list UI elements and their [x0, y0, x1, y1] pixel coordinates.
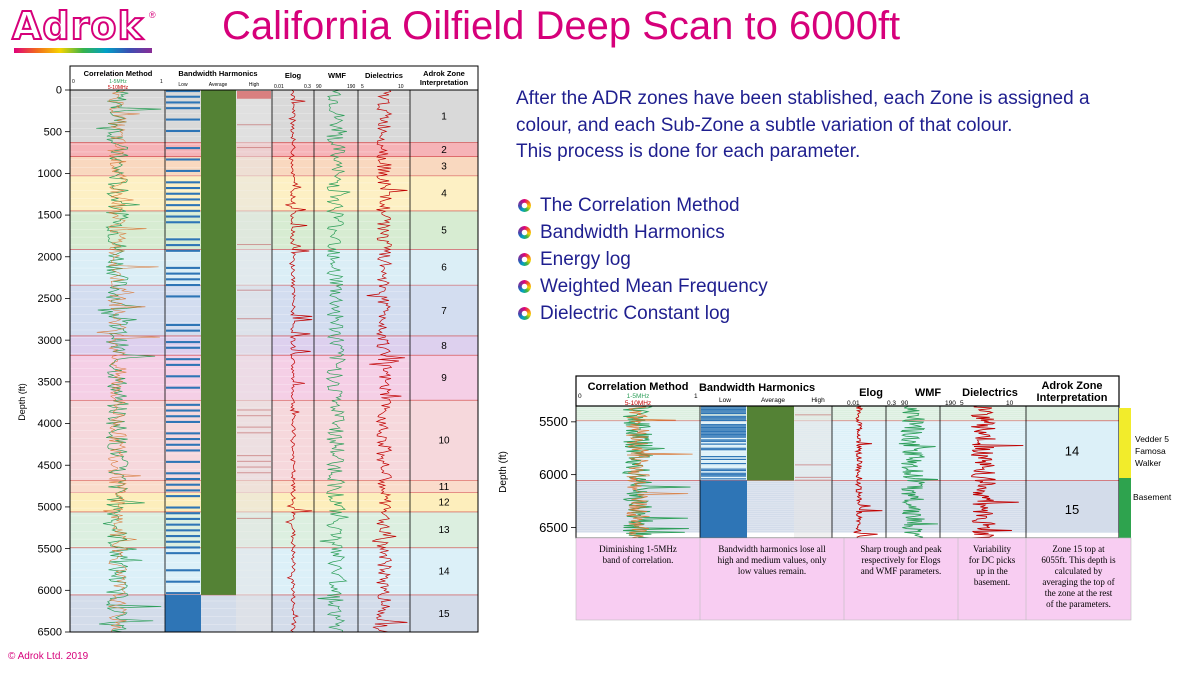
column-headers	[70, 66, 478, 91]
bandwidth-low-block	[700, 480, 747, 538]
rainbow-circle-icon	[518, 199, 531, 212]
bandwidth-low-stripe	[166, 518, 200, 520]
detail-correlation-scale-a: 1-5MHz	[626, 393, 650, 400]
zone-label: 13	[438, 525, 450, 537]
bandwidth-low-stripe	[166, 347, 200, 349]
correlation-title: Correlation Method	[83, 69, 153, 78]
bandwidth-high-stripe	[795, 477, 831, 478]
zone-band	[70, 211, 478, 249]
depth-axis-label: Depth (ft)	[17, 383, 27, 421]
bandwidth-low-stripe	[701, 439, 746, 440]
bandwidth-high-stripe	[237, 124, 271, 125]
detail-bandwidth-low: Low	[719, 397, 731, 404]
depth-tick-label: 4000	[37, 418, 62, 431]
detail-dielectrics-min: 5	[960, 400, 964, 407]
intro-line: This process is done for each parameter.	[516, 141, 861, 162]
rainbow-circle-icon	[518, 307, 531, 320]
detail-zone-title-2: Interpretation	[1036, 392, 1108, 404]
bandwidth-low-stripe	[701, 427, 746, 428]
detail-zone-bands	[576, 406, 1119, 536]
parameter-label: Dielectric Constant log	[540, 302, 731, 324]
bandwidth-low-stripe	[166, 449, 200, 451]
bandwidth-low-stripe	[166, 210, 200, 212]
elog-min: 0.01	[274, 84, 284, 90]
rainbow-circle-icon	[518, 226, 531, 239]
dielectrics-title: Dielectrics	[365, 71, 403, 80]
parameter-label: Bandwidth Harmonics	[540, 221, 725, 243]
bandwidth-high-stripe	[237, 467, 271, 468]
bandwidth-low-stripe	[166, 535, 200, 537]
zone-label: 2	[441, 144, 447, 156]
basement-bar	[1119, 478, 1131, 538]
caption-line: up in the	[976, 566, 1008, 576]
bandwidth-low-stripe	[166, 324, 200, 326]
bandwidth-low-stripe	[166, 198, 200, 200]
bandwidth-low-stripe	[166, 546, 200, 548]
detail-captions	[576, 538, 1131, 620]
bandwidth-low-stripe	[701, 410, 746, 411]
wmf-min: 90	[316, 84, 322, 90]
intro-line: After the ADR zones have been stablished, each Zone is assigned a	[516, 88, 1090, 109]
bandwidth-low-stripe	[166, 267, 200, 269]
detail-zone-label: 15	[1064, 502, 1080, 518]
bandwidth-high-stripe	[237, 455, 271, 456]
parameter-item	[516, 246, 768, 273]
bandwidth-low-stripe	[701, 478, 746, 479]
bandwidth-high-stripe	[237, 415, 271, 416]
zone-label: 12	[438, 497, 450, 509]
side-label-walker: Walker	[1135, 458, 1162, 468]
zone-band	[70, 493, 478, 512]
bandwidth-low-stripe	[701, 463, 746, 464]
bandwidth-low-stripe	[701, 470, 746, 471]
depth-tick-label: 5500	[539, 414, 568, 430]
dielectrics-max: 10	[398, 84, 404, 90]
bandwidth-low-stripe	[701, 419, 746, 420]
parameter-list	[516, 192, 768, 327]
bandwidth-high-bg	[794, 406, 832, 538]
depth-tick-label: 5000	[37, 501, 62, 514]
bandwidth-low-stripe	[166, 96, 200, 98]
zone-band	[576, 421, 1119, 481]
detail-side-labels	[1119, 408, 1172, 538]
bandwidth-low-stripe	[701, 416, 746, 417]
bandwidth-low-stripe	[701, 437, 746, 438]
adrok-logo	[12, 6, 154, 54]
bandwidth-low-stripe	[701, 456, 746, 457]
correlation-max: 1	[160, 79, 163, 85]
caption-line: and WMF parameters.	[860, 566, 942, 576]
bandwidth-low-block	[165, 595, 201, 632]
detail-column-headers	[576, 376, 1119, 407]
bandwidth-low-stripe	[166, 375, 200, 377]
caption-line: basement.	[973, 577, 1011, 587]
bandwidth-low-stripe	[166, 187, 200, 189]
bandwidth-low-stripe	[701, 473, 746, 474]
bandwidth-low-stripe	[701, 444, 746, 445]
zone-title-1: Adrok Zone	[423, 69, 465, 78]
bandwidth-low-stripe	[166, 278, 200, 280]
bandwidth-low-stripe	[166, 581, 200, 583]
side-label-famosa: Famosa	[1135, 446, 1166, 456]
zone-band	[70, 512, 478, 548]
bandwidth-low-stripe	[166, 238, 200, 240]
zone-band	[70, 548, 478, 595]
detail-elog-max: 0.3	[887, 400, 897, 407]
bandwidth-low-stripe	[701, 449, 746, 450]
parameter-item	[516, 192, 768, 219]
caption-line: high and medium values, only	[717, 555, 827, 565]
bandwidth-low-stripe	[166, 387, 200, 389]
zone-label: 5	[441, 225, 447, 237]
bandwidth-low: Low	[178, 82, 188, 88]
bandwidth-low-stripe	[701, 417, 746, 418]
bandwidth-low-stripe	[701, 409, 746, 410]
zone-label: 9	[441, 373, 447, 385]
bandwidth-high-stripe	[237, 290, 271, 291]
bandwidth-low-stripe	[701, 475, 746, 476]
bandwidth-low-stripe	[166, 569, 200, 571]
bandwidth-low-stripe	[166, 541, 200, 543]
detail-bandwidth-title: Bandwidth Harmonics	[698, 382, 816, 394]
bandwidth-low-stripe	[166, 444, 200, 446]
parameter-item	[516, 273, 768, 300]
bandwidth-low-stripe	[166, 244, 200, 246]
bandwidth-low-stripe	[701, 407, 746, 408]
bandwidth-high-stripe	[237, 409, 271, 410]
bandwidth-low-stripe	[166, 592, 200, 594]
bandwidth-average: Average	[208, 82, 228, 88]
bandwidth-low-stripe	[166, 495, 200, 497]
bandwidth-low-stripe	[166, 284, 200, 286]
depth-tick-label: 4500	[37, 459, 62, 472]
bandwidth-high-stripe	[795, 414, 831, 415]
depth-tick-label: 3500	[37, 376, 62, 389]
bandwidth-low-stripe	[701, 469, 746, 470]
bandwidth-low-stripe	[166, 158, 200, 160]
zone-bands	[70, 90, 478, 632]
bandwidth-high-stripe	[795, 464, 831, 465]
caption-line: of the parameters.	[1046, 599, 1111, 609]
bandwidth-high-stripe	[237, 472, 271, 473]
depth-tick-label: 6000	[37, 584, 62, 597]
bandwidth-low-stripe	[166, 130, 200, 132]
depth-tick-label: 1500	[37, 209, 62, 222]
zone-band	[70, 400, 478, 480]
logo-wordmark: Adrok	[12, 4, 144, 48]
upper-formation-bar	[1119, 408, 1131, 478]
bandwidth-low-stripe	[166, 101, 200, 103]
bandwidth-low-stripe	[166, 204, 200, 206]
detail-dielectrics-max: 10	[1006, 400, 1014, 407]
bandwidth-high-stripe	[237, 518, 271, 519]
bandwidth-low-stripe	[701, 431, 746, 432]
detail-bandwidth-high: High	[811, 397, 825, 404]
bandwidth-high-top	[237, 91, 271, 99]
bandwidth-low-stripe	[166, 512, 200, 514]
caption-line: Diminishing 1-5MHz	[599, 544, 677, 554]
caption-line: the zone at the rest	[1044, 588, 1113, 598]
bandwidth-high-stripe	[795, 480, 831, 481]
bandwidth-low-stripe	[166, 461, 200, 463]
bandwidth-low-stripe	[166, 250, 200, 252]
zone-label: 15	[438, 608, 450, 620]
rainbow-circle-icon	[518, 280, 531, 293]
depth-tick-label: 6000	[539, 466, 568, 482]
bandwidth-low-stripe	[701, 435, 746, 436]
correlation-min: 0	[72, 79, 75, 85]
zone-band	[70, 355, 478, 400]
bandwidth-low-stripe	[166, 330, 200, 332]
bandwidth-low-stripe	[166, 404, 200, 406]
zone-label: 14	[438, 566, 450, 578]
bandwidth-low-stripe	[701, 434, 746, 435]
zone-band	[70, 176, 478, 211]
zone-band	[70, 143, 478, 157]
bandwidth-average-block	[747, 406, 794, 480]
bandwidth-average-block	[201, 90, 236, 595]
bandwidth-low-stripe	[166, 341, 200, 343]
caption-line: low values remain.	[737, 566, 807, 576]
bandwidth-low-stripe	[166, 484, 200, 486]
bandwidth-low-stripe	[701, 420, 746, 421]
bandwidth-low-stripe	[701, 413, 746, 414]
bandwidth-high-stripe	[237, 461, 271, 462]
bandwidth-low-stripe	[166, 478, 200, 480]
zone-label: 6	[441, 262, 447, 274]
elog-max: 0.3	[304, 84, 311, 90]
bandwidth-high-stripe	[237, 244, 271, 245]
bandwidth-low-stripe	[166, 438, 200, 440]
bandwidth-low-stripe	[166, 193, 200, 195]
detail-correlation-min: 0	[578, 393, 582, 400]
bandwidth-low-stripe	[166, 107, 200, 109]
zone-label: 8	[441, 340, 447, 352]
depth-tick-label: 6500	[37, 626, 62, 639]
detail-correlation-scale-b: 5-10MHz	[624, 400, 652, 407]
bandwidth-low-stripe	[701, 432, 746, 433]
zone-band	[70, 480, 478, 493]
caption-line: for DC picks	[968, 555, 1016, 565]
bandwidth-high-stripe	[237, 432, 271, 433]
registered-mark: ®	[149, 10, 156, 20]
caption-line: 6055ft. This depth is	[1041, 555, 1116, 565]
bandwidth-low-stripe	[166, 421, 200, 423]
zone-label: 10	[438, 435, 450, 447]
depth-tick-label: 3000	[37, 334, 62, 347]
bandwidth-low-stripe	[701, 441, 746, 442]
detail-zoom-panel	[488, 372, 1188, 624]
bandwidth-high: High	[248, 82, 260, 88]
detail-correlation-title: Correlation Method	[587, 381, 689, 393]
depth-tick-label: 5500	[37, 543, 62, 556]
logo-rainbow-bar	[14, 48, 152, 53]
depth-tick-label: 6500	[539, 519, 568, 535]
bandwidth-low-stripe	[166, 524, 200, 526]
bandwidth-low-stripe	[701, 430, 746, 431]
bandwidth-low-stripe	[166, 472, 200, 474]
depth-tick-label: 1000	[37, 168, 62, 181]
bandwidth-low-stripe	[701, 412, 746, 413]
depth-axis	[38, 85, 70, 639]
correlation-scale-a: 1-5MHz	[109, 79, 127, 85]
bandwidth-high-stripe	[237, 318, 271, 319]
bandwidth-low-stripe	[701, 448, 746, 449]
intro-paragraph	[516, 86, 1176, 166]
bandwidth-low-stripe	[166, 364, 200, 366]
parameter-label: Weighted Mean Frequency	[540, 275, 768, 297]
bandwidth-low-stripe	[166, 529, 200, 531]
detail-elog-min: 0.01	[847, 400, 860, 407]
bandwidth-low-stripe	[166, 295, 200, 297]
detail-depth-axis	[539, 414, 576, 535]
parameter-item	[516, 300, 768, 327]
bandwidth-low-stripe	[166, 552, 200, 554]
side-label-basement: Basement	[1133, 492, 1172, 502]
detail-depth-axis-label: Depth (ft)	[498, 451, 509, 493]
caption-line: averaging the top of	[1042, 577, 1115, 587]
caption-line: Zone 15 top at	[1052, 544, 1105, 554]
bandwidth-low-stripe	[166, 409, 200, 411]
zone-label: 4	[441, 188, 447, 200]
depth-tick-label: 2000	[37, 251, 62, 264]
bandwidth-low-stripe	[166, 181, 200, 183]
caption-line: respectively for Elogs	[861, 555, 941, 565]
depth-tick-label: 2500	[37, 293, 62, 306]
copyright-notice: © Adrok Ltd. 2019	[8, 651, 89, 662]
bandwidth-low-stripe	[166, 358, 200, 360]
bandwidth-low-stripe	[701, 474, 746, 475]
wmf-max: 190	[347, 84, 356, 90]
detail-zone-label: 14	[1064, 443, 1080, 459]
bandwidth-high-bg	[236, 90, 272, 632]
zone-title-2: Interpretation	[419, 78, 469, 87]
bandwidth-low-stripe	[701, 424, 746, 425]
zone-band	[70, 249, 478, 285]
depth-tick-label: 500	[43, 126, 62, 139]
detail-bandwidth-average: Average	[760, 397, 786, 404]
zone-label: 3	[441, 161, 447, 173]
detail-elog-title: Elog	[859, 387, 883, 399]
detail-wmf-min: 90	[901, 400, 909, 407]
intro-line: colour, and each Sub-Zone a subtle variation of that colour.	[516, 114, 1013, 136]
caption-line: band of correlation.	[602, 555, 674, 565]
zone-label: 7	[441, 305, 447, 317]
parameter-item	[516, 219, 768, 246]
bandwidth-low-stripe	[166, 273, 200, 275]
detail-correlation-max: 1	[694, 393, 698, 400]
full-depth-log-panel	[0, 62, 484, 642]
bandwidth-low-stripe	[166, 432, 200, 434]
bandwidth-low-stripe	[701, 459, 746, 460]
bandwidth-high-stripe	[237, 427, 271, 428]
detail-wmf-max: 190	[945, 400, 956, 407]
caption-line: Bandwidth harmonics lose all	[718, 544, 826, 554]
bandwidth-title: Bandwidth Harmonics	[178, 69, 258, 78]
slide-title: California Oilfield Deep Scan to 6000ft	[222, 4, 901, 48]
depth-tick-label: 0	[55, 84, 62, 97]
bandwidth-low-stripe	[166, 506, 200, 508]
bandwidth-low-stripe	[166, 170, 200, 172]
dielectrics-min: 5	[361, 84, 364, 90]
parameter-label: The Correlation Method	[540, 194, 740, 216]
detail-dielectrics-title: Dielectrics	[962, 387, 1018, 399]
bandwidth-low-stripe	[166, 119, 200, 121]
parameter-label: Energy log	[540, 248, 631, 270]
side-label-vedder: Vedder 5	[1135, 434, 1170, 444]
caption-line: calculated by	[1054, 566, 1103, 576]
detail-zone-title-1: Adrok Zone	[1041, 380, 1103, 392]
zone-label: 1	[441, 111, 447, 123]
bandwidth-low-stripe	[701, 425, 746, 426]
zone-band	[70, 595, 478, 632]
zone-label: 11	[438, 481, 450, 493]
bandwidth-low-stripe	[166, 415, 200, 417]
correlation-scale-b: 5-10MHz	[107, 85, 129, 91]
bandwidth-low-stripe	[701, 428, 746, 429]
wmf-title: WMF	[328, 71, 346, 80]
bandwidth-low-stripe	[166, 147, 200, 149]
bandwidth-low-stripe	[166, 216, 200, 218]
bandwidth-low-stripe	[166, 489, 200, 491]
caption-line: Variability	[973, 544, 1011, 554]
bandwidth-low-stripe	[166, 221, 200, 223]
rainbow-circle-icon	[518, 253, 531, 266]
bandwidth-high-stripe	[237, 147, 271, 148]
caption-line: Sharp trough and peak	[860, 544, 942, 554]
detail-wmf-title: WMF	[914, 387, 942, 399]
elog-title: Elog	[284, 71, 302, 80]
